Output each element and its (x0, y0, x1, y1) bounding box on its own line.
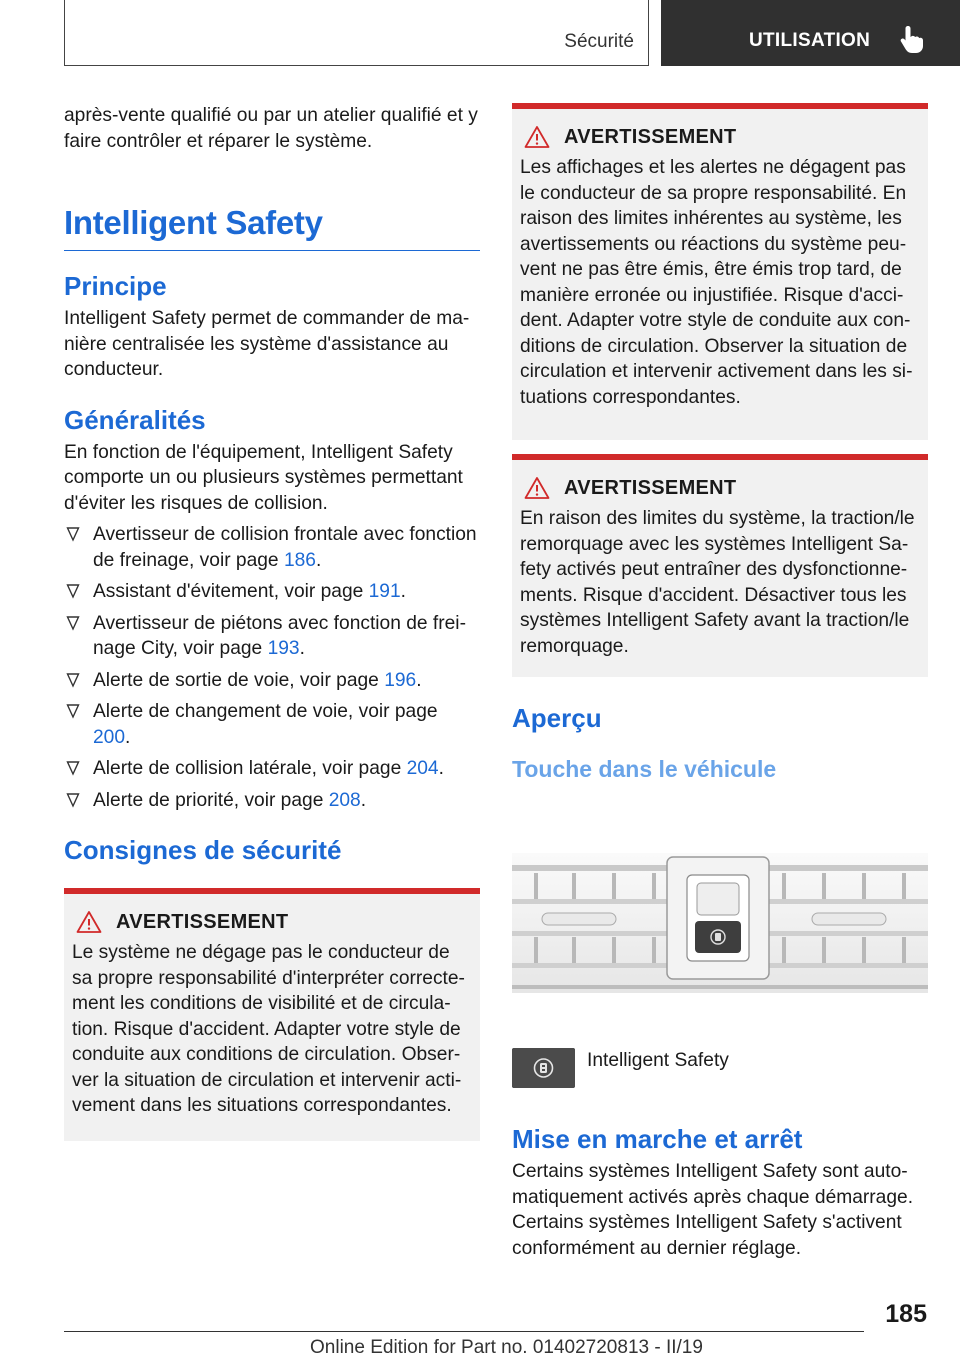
continued-paragraph: après-vente qualifié ou par un atelier qualifié et y faire contrôler et réparer le système. (64, 105, 478, 152)
systems-list (64, 522, 480, 813)
footer-rule (64, 1331, 864, 1332)
list-item: Avertisseur de collision frontale avec fonction de freinage, voir page 186. (64, 522, 480, 573)
page-link[interactable]: 191 (368, 581, 401, 602)
heading-consignes: Consignes de sécurité (64, 835, 342, 865)
warning-triangle-icon (524, 125, 550, 149)
list-item: Avertisseur de piétons avec fonction de freinage City, voir page 193. (64, 611, 480, 662)
page-link[interactable]: 193 (267, 638, 300, 659)
triangle-bullet-icon (66, 672, 80, 688)
page-link[interactable]: 204 (406, 758, 439, 779)
heading-generalites: Généralités (64, 404, 206, 435)
page-link[interactable]: 208 (328, 789, 361, 811)
right-column (512, 103, 928, 1261)
page-link[interactable]: 200 (93, 726, 126, 748)
triangle-bullet-icon (66, 703, 80, 719)
warning-box (64, 888, 480, 1141)
list-item: Alerte de sortie de voie, voir page 196. (64, 668, 480, 694)
intelligent-safety-button-icon (512, 1048, 575, 1088)
triangle-bullet-icon (66, 526, 80, 542)
warning-text: En raison des limites du système, la traction/le remorquage avec les systèmes Intelligent Safety activés peut entraîner des dysfonctionnements. Risque d'accident. Désactiver tous les systèmes Intelligent Safety avant la traction/le remorquage. (520, 508, 915, 657)
warning-box (512, 103, 928, 440)
heading-touche-vehicule: Touche dans le véhicule (512, 756, 777, 782)
warning-text: Les affichages et les alertes ne dégagent pas le conducteur de sa propre responsabilité. En raison des limites inhérentes au système, les avertissements ou réactions du système peuvent ne pas être émis, être émis trop tard, de manière erronée ou injustifiée. Risque d'accident. Adapter votre style de conduite aux conditions de circulation. Observer la situation de circulation et intervenir activement dans les situations correspondantes. (520, 157, 913, 408)
pointing-hand-icon (899, 24, 925, 54)
warning-text: Le système ne dégage pas le conducteur de sa propre responsabilité d'interpréter correctement les conditions de visibilité et de circulation. Risque d'accident. Adapter votre style de conduite aux conditions de circulation. Observer la situation de circulation et intervenir activement dans les situations correspondantes. (72, 942, 465, 1116)
header-section-box (64, 0, 649, 66)
list-item: Assistant d'évitement, voir page 191. (64, 579, 480, 605)
left-column (64, 103, 480, 1141)
heading-principe: Principe (64, 271, 167, 301)
triangle-bullet-icon (66, 792, 80, 808)
warning-box (512, 454, 928, 677)
header-chapter-tab[interactable] (661, 0, 960, 66)
page-number: 185 (885, 1300, 927, 1328)
header-section-title: Sécurité (564, 31, 634, 52)
mise-paragraph: Certains systèmes Intelligent Safety sont automatiquement activés après chaque démarrage. Certains systèmes Intelligent Safety s'activent conformément au dernier réglage. (512, 1161, 914, 1259)
principe-paragraph: Intelligent Safety permet de commander de manière centralisée les système d'assistance au conducteur. (64, 308, 470, 380)
section-title-intelligent-safety: Intelligent Safety (64, 204, 480, 251)
header-chapter-label: UTILISATION (749, 30, 871, 51)
triangle-bullet-icon (66, 760, 80, 776)
warning-title: AVERTISSEMENT (564, 125, 737, 148)
list-item: Alerte de collision latérale, voir page 204. (64, 756, 480, 782)
button-caption: Intelligent Safety (587, 1050, 729, 1071)
warning-triangle-icon (524, 476, 550, 500)
heading-mise-en-marche: Mise en marche et arrêt (512, 1124, 803, 1154)
triangle-bullet-icon (66, 615, 80, 631)
generalites-paragraph: En fonction de l'équipement, Intelligent Safety comporte un ou plusieurs systèmes permettant d'éviter les risques de collision. (64, 441, 463, 514)
air-vent-button-photo (512, 803, 928, 1025)
warning-title: AVERTISSEMENT (116, 910, 289, 933)
list-item: Alerte de priorité, voir page 208. (64, 788, 480, 814)
triangle-bullet-icon (66, 583, 80, 599)
footer-edition: Online Edition for Part no. 01402720813 - II/19 (310, 1337, 703, 1358)
heading-apercu: Aperçu (512, 703, 602, 733)
warning-triangle-icon (76, 910, 102, 934)
warning-title: AVERTISSEMENT (564, 476, 737, 499)
page-link[interactable]: 186 (283, 549, 316, 571)
page-link[interactable]: 196 (384, 669, 417, 691)
list-item: Alerte de changement de voie, voir page 200. (64, 699, 480, 750)
